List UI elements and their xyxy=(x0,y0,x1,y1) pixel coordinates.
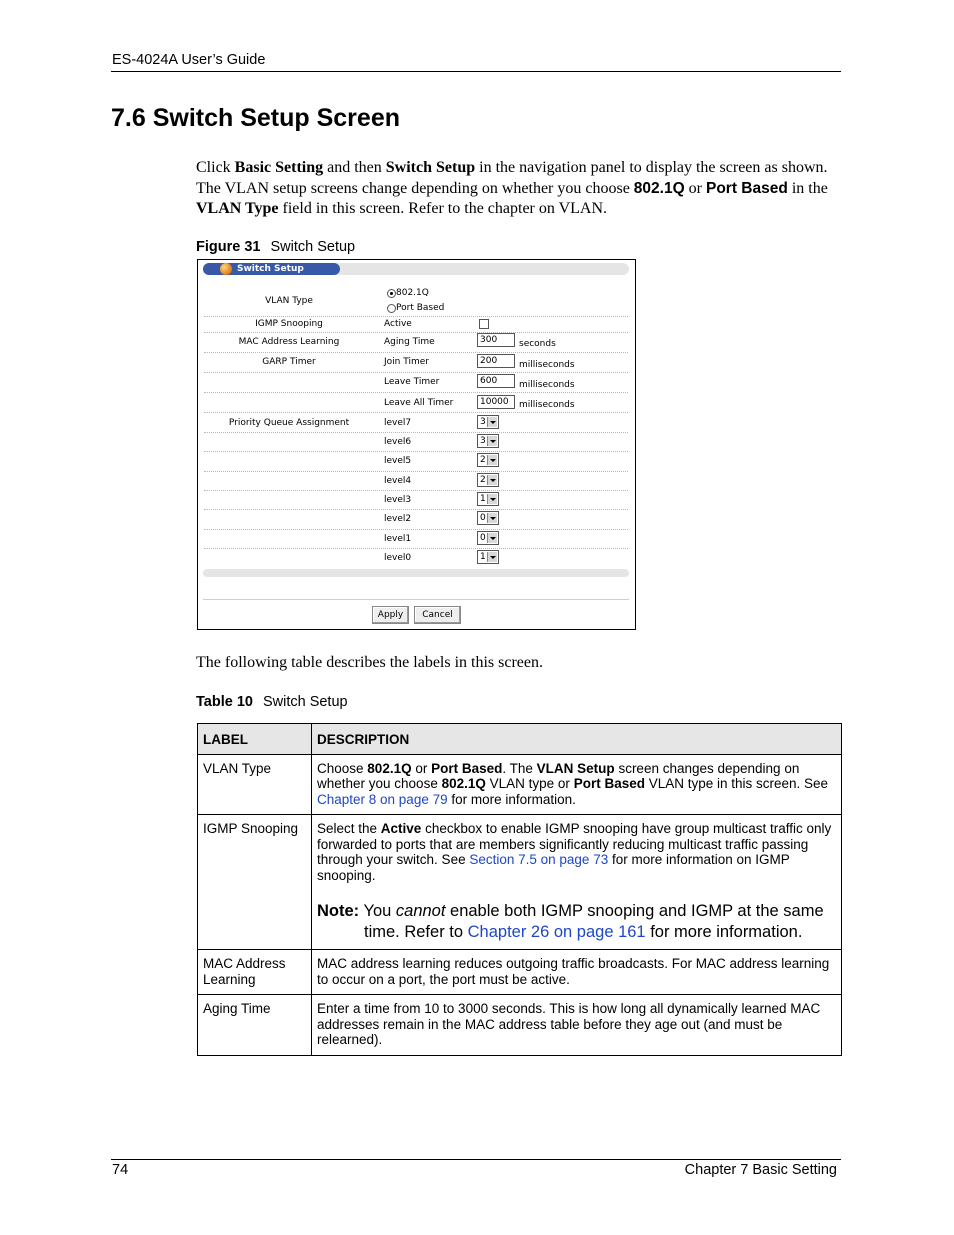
apply-button[interactable]: Apply xyxy=(372,606,409,624)
igmp-label: IGMP Snooping xyxy=(255,319,323,329)
note-text: enable both IGMP snooping and IGMP at the same time. Refer to xyxy=(364,902,824,941)
note-label: Note: xyxy=(317,902,360,920)
switch-setup-screenshot xyxy=(197,259,636,630)
desc-text: screen changes depending on whether you choose xyxy=(317,760,800,791)
table-row xyxy=(198,815,842,950)
level-label: level4 xyxy=(384,476,412,486)
chapter-26-link[interactable]: Chapter 26 on page 161 xyxy=(467,922,646,941)
level-row xyxy=(204,432,628,452)
level-label: level7 xyxy=(384,418,412,428)
level-row xyxy=(204,412,628,433)
vlan-type-label: VLAN Type xyxy=(265,296,313,306)
chevron-down-icon xyxy=(487,494,497,504)
chevron-down-icon xyxy=(487,417,497,427)
leave-all-timer-unit: milliseconds xyxy=(519,400,575,410)
table-row xyxy=(198,950,842,995)
level-select-value: 0 xyxy=(480,513,486,523)
table-row xyxy=(198,754,842,815)
aging-time-label: Aging Time xyxy=(384,337,435,347)
figure-caption-text: Switch Setup xyxy=(270,239,356,255)
desc-bold: Port Based xyxy=(431,760,503,776)
aging-time-unit: seconds xyxy=(519,339,556,349)
header-rule xyxy=(111,71,841,72)
leave-timer-row xyxy=(204,372,628,393)
level-select-value: 2 xyxy=(480,455,486,465)
join-timer-unit: milliseconds xyxy=(519,360,575,370)
intro-text: or xyxy=(684,179,706,197)
level-row xyxy=(204,471,628,491)
intro-text: field in this screen. Refer to the chapter on VLAN. xyxy=(278,200,608,217)
desc-text: Choose xyxy=(317,760,368,776)
chevron-down-icon xyxy=(487,552,497,562)
intro-bold: Port Based xyxy=(705,179,788,197)
screen-footer-bar xyxy=(203,569,629,577)
row-description: Enter a time from 10 to 3000 seconds. This is how long all dynamically learned MAC addresses remain in the MAC address table before they age out (and must be relearned). xyxy=(312,995,842,1056)
level-select[interactable] xyxy=(477,434,499,448)
desc-bold: VLAN Setup xyxy=(536,760,615,776)
join-timer-input[interactable]: 200 xyxy=(477,354,515,368)
vlan-option-8021q-label: 802.1Q xyxy=(396,288,429,298)
desc-text: VLAN type in this screen. See xyxy=(644,776,829,791)
level-label: level6 xyxy=(384,437,412,447)
leave-timer-unit: milliseconds xyxy=(519,380,575,390)
row-label: IGMP Snooping xyxy=(198,815,312,950)
intro-text: in the navigation panel to display the screen as shown. The VLAN setup screens change depending on whether you choose xyxy=(196,159,828,197)
aging-time-input[interactable]: 300 xyxy=(477,333,515,347)
desc-bold: 802.1Q xyxy=(441,776,486,791)
section-7-5-link[interactable]: Section 7.5 on page 73 xyxy=(469,852,609,867)
table-caption xyxy=(196,694,348,710)
intro-bold: 802.1Q xyxy=(633,179,685,197)
chevron-down-icon xyxy=(487,455,497,465)
level-label: level5 xyxy=(384,456,412,466)
table-caption-text: Switch Setup xyxy=(262,694,348,710)
chevron-down-icon xyxy=(487,475,497,485)
screen-title-tab xyxy=(203,263,340,275)
table-header-row xyxy=(198,724,842,755)
footer-chapter: Chapter 7 Basic Setting xyxy=(684,1162,837,1178)
level-select-value: 0 xyxy=(480,533,486,543)
chevron-down-icon xyxy=(487,436,497,446)
screen-title-bar xyxy=(203,263,629,275)
footer-rule xyxy=(111,1159,841,1160)
mac-learning-label: MAC Address Learning xyxy=(238,337,340,347)
intro-text: in the xyxy=(787,179,828,197)
page-number: 74 xyxy=(112,1162,129,1178)
screen-footer-rule xyxy=(203,599,629,600)
igmp-active-label: Active xyxy=(384,319,412,329)
join-timer-label: Join Timer xyxy=(384,357,429,367)
cancel-button[interactable]: Cancel xyxy=(414,606,461,624)
note-block xyxy=(317,901,836,942)
desc-text: for more information. xyxy=(447,791,576,807)
row-label: VLAN Type xyxy=(198,754,312,815)
column-header-description: DESCRIPTION xyxy=(312,724,842,755)
level-label: level2 xyxy=(384,514,412,524)
row-label: Aging Time xyxy=(198,995,312,1056)
level-select-value: 2 xyxy=(480,475,486,485)
intro-text: Click xyxy=(196,159,235,176)
priority-queue-label: Priority Queue Assignment xyxy=(228,418,350,428)
note-emphasis: cannot xyxy=(395,902,446,920)
vlan-option-port-based-label: Port Based xyxy=(396,303,445,313)
intro-text: and then xyxy=(323,159,386,176)
leave-all-timer-row xyxy=(204,392,628,413)
level-select[interactable] xyxy=(477,550,499,564)
desc-text: Select the xyxy=(317,821,381,836)
level-row xyxy=(204,451,628,472)
column-header-label: LABEL xyxy=(198,724,312,755)
garp-join-row xyxy=(204,352,628,373)
desc-text: . The xyxy=(502,760,537,776)
level-row xyxy=(204,509,628,530)
row-label: MAC Address Learning xyxy=(198,950,312,995)
chapter-8-link[interactable]: Chapter 8 on page 79 xyxy=(317,791,448,807)
table-intro-paragraph: The following table describes the labels in this screen. xyxy=(196,654,544,671)
desc-text: or xyxy=(411,760,432,776)
switch-setup-table xyxy=(197,723,842,1056)
vlan-type-row xyxy=(204,284,628,317)
note-text: You xyxy=(359,902,396,920)
figure-label: Figure 31 xyxy=(196,239,261,255)
level-select-value: 3 xyxy=(480,417,486,427)
level-select[interactable] xyxy=(477,453,499,467)
level-label: level1 xyxy=(384,534,412,544)
row-description xyxy=(312,815,842,950)
garp-timer-label: GARP Timer xyxy=(262,357,316,367)
level-row xyxy=(204,548,628,568)
vlan-radio-port-based[interactable] xyxy=(387,304,396,313)
level-row xyxy=(204,490,628,510)
desc-bold: Port Based xyxy=(573,776,645,791)
level-select[interactable] xyxy=(477,531,499,545)
chevron-down-icon xyxy=(487,513,497,523)
level-select-value: 1 xyxy=(480,494,486,504)
level-label: level3 xyxy=(384,495,412,505)
screen-title: Switch Setup xyxy=(237,264,304,274)
intro-bold: Switch Setup xyxy=(385,159,476,176)
note-text: for more information. xyxy=(645,922,803,941)
table-row xyxy=(198,995,842,1056)
igmp-active-checkbox[interactable] xyxy=(479,319,489,329)
figure-caption xyxy=(196,239,355,255)
row-description: MAC address learning reduces outgoing traffic broadcasts. For MAC address learning to occur on a port, the port must be active. xyxy=(312,950,842,995)
desc-bold: 802.1Q xyxy=(367,760,412,776)
chevron-down-icon xyxy=(487,533,497,543)
level-select[interactable] xyxy=(477,492,499,506)
leave-timer-label: Leave Timer xyxy=(384,377,440,387)
desc-text: for more information on IGMP snooping. xyxy=(317,852,790,883)
intro-bold: Basic Setting xyxy=(234,159,324,176)
row-description xyxy=(312,754,842,815)
running-header: ES-4024A User’s Guide xyxy=(112,52,266,68)
level-select-value: 1 xyxy=(480,552,486,562)
level-select[interactable] xyxy=(477,511,499,525)
vlan-radio-8021q[interactable] xyxy=(387,289,396,298)
intro-paragraph xyxy=(196,158,846,220)
level-select[interactable] xyxy=(477,415,499,429)
level-select[interactable] xyxy=(477,473,499,487)
leave-timer-input[interactable]: 600 xyxy=(477,374,515,388)
mac-learning-row xyxy=(204,332,628,353)
desc-text: checkbox to enable IGMP snooping have group multicast traffic only forwarded to ports that are members significantly reducing multicast traffic passing through your switch. See xyxy=(317,821,832,867)
leave-all-timer-label: Leave All Timer xyxy=(384,398,454,408)
desc-bold: Active xyxy=(380,821,422,836)
level-select-value: 3 xyxy=(480,436,486,446)
orb-icon xyxy=(220,263,232,275)
section-title: 7.6 Switch Setup Screen xyxy=(111,104,400,132)
level-row xyxy=(204,529,628,549)
intro-bold: VLAN Type xyxy=(196,200,279,217)
leave-all-timer-input[interactable]: 10000 xyxy=(477,395,515,409)
igmp-row xyxy=(204,317,628,333)
table-label: Table 10 xyxy=(196,694,253,710)
level-label: level0 xyxy=(384,553,412,563)
desc-text: VLAN type or xyxy=(485,776,574,791)
